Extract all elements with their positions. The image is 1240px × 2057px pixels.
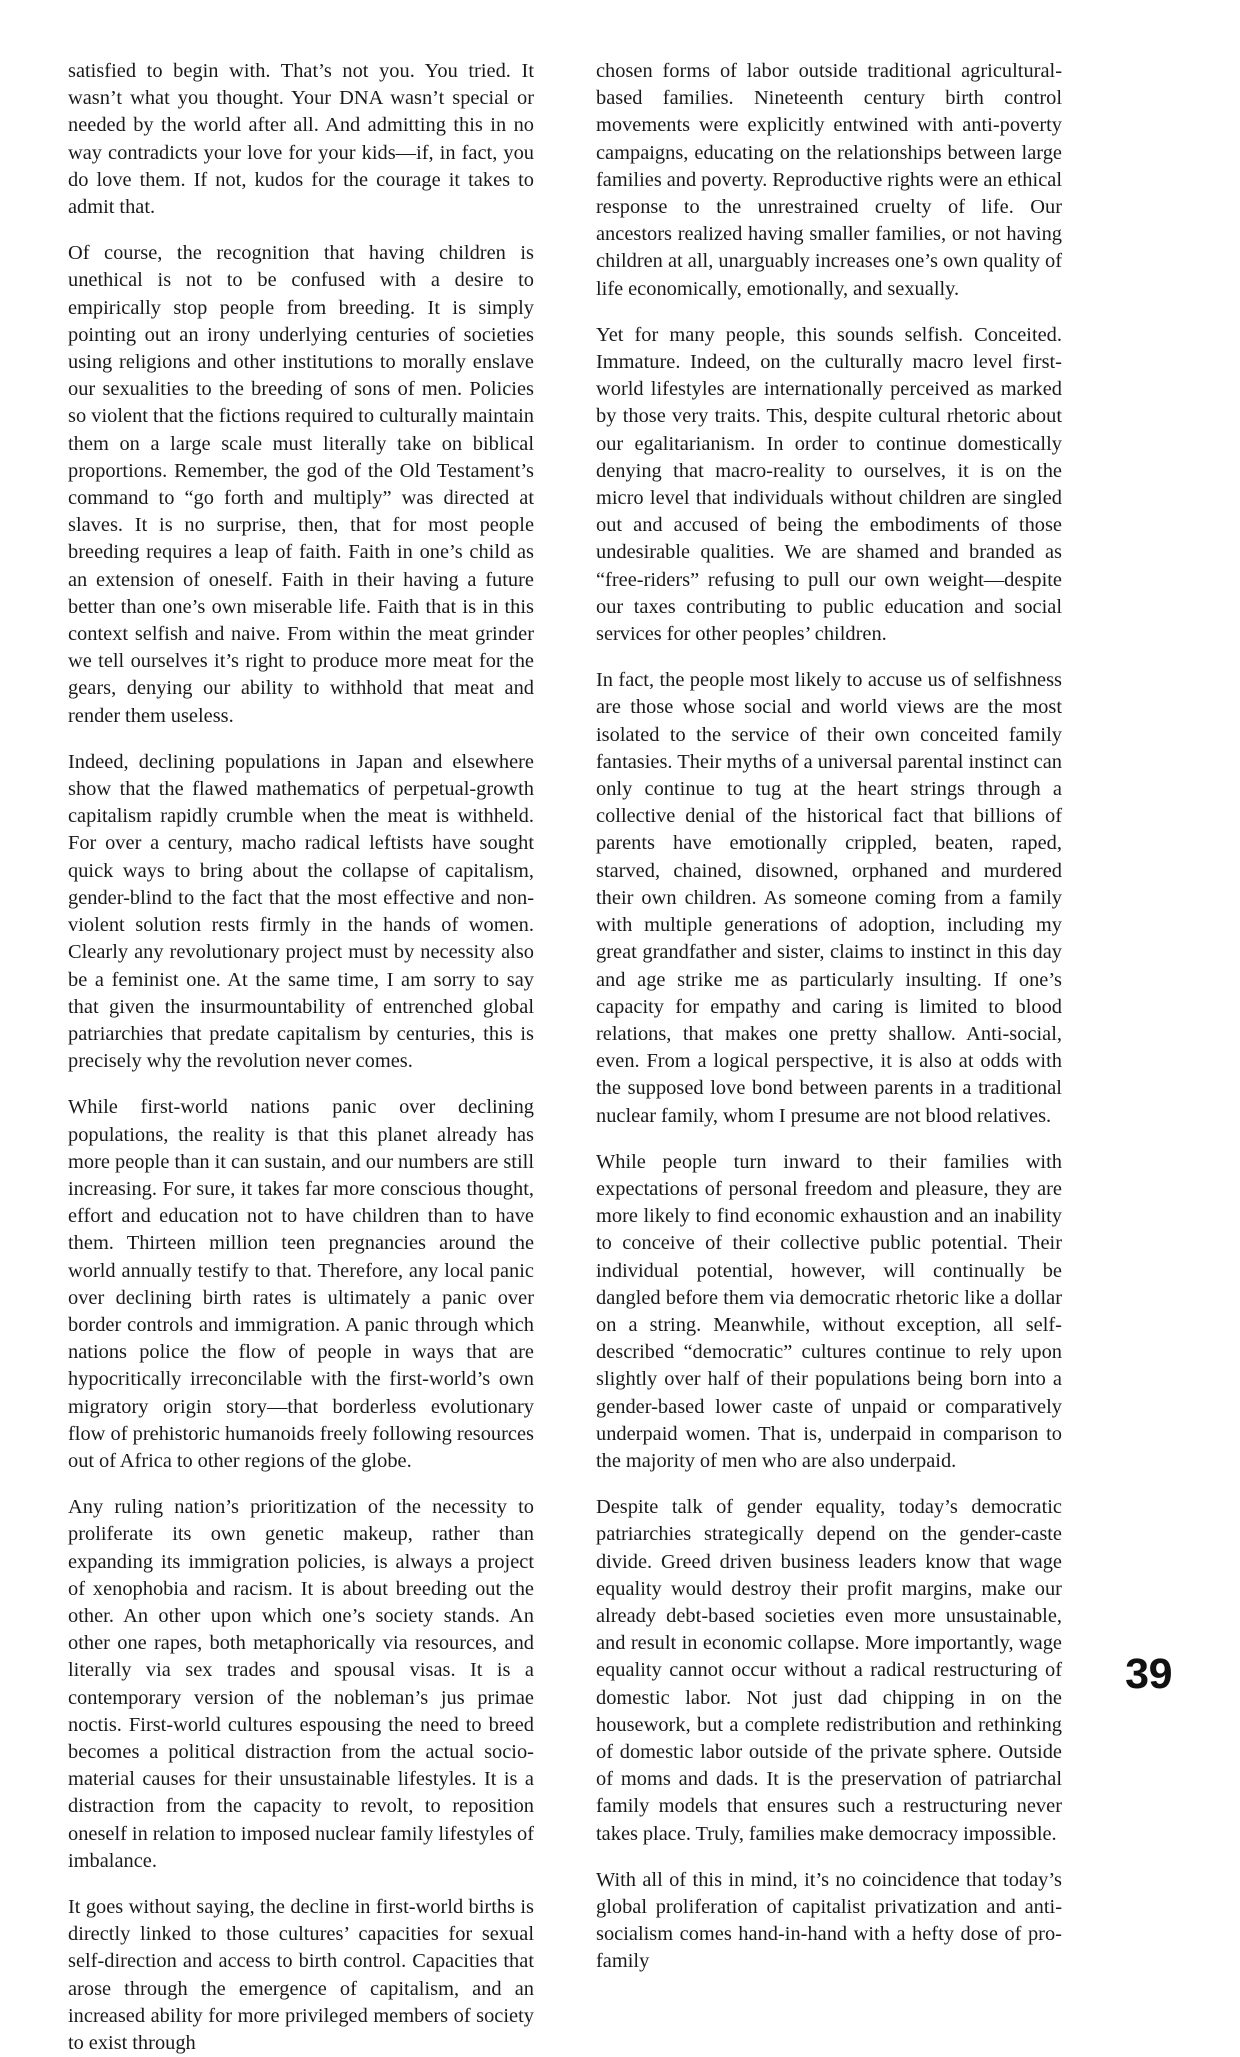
paragraph: While first-world nations panic over declining populations, the reality is that this planet already has more people than it can sustain, and our numbers are still increasing. For sure, it takes far more conscious thought, effort and education not to have children than to have them. Thirteen million teen pregnancies around the world annually testify to that. Therefore, any local panic over declining birth rates is ultimately a panic over border controls and immigration. A panic through which nations police the flow of people in ways that are hypocritically irreconcilable with the first-world’s own migratory origin story—that borderless evolutionary flow of prehistoric humanoids freely following resources out of Africa to other regions of the globe.: [68, 1096, 534, 1472]
paragraph: chosen forms of labor outside traditional agricultural-based families. Nineteenth century birth control movements were explicitly entwined with anti-poverty campaigns, educating on the relationships between large families and poverty. Reproductive rights were an ethical response to the unrestrained cruelty of life. Our ancestors realized having smaller families, or not having children at all, unarguably increases one’s own quality of life economically, emotionally, and sexually.: [596, 60, 1062, 300]
right-text-column: [596, 58, 1062, 1973]
paragraph: With all of this in mind, it’s no coincidence that today’s global proliferation of capitalist privatization and anti-socialism comes hand-in-hand with a hefty dose of pro-family: [596, 1868, 1062, 1973]
paragraph: Indeed, declining populations in Japan and elsewhere show that the flawed mathematics of perpetual-growth capitalism rapidly crumble when the meat is withheld. For over a century, macho radical leftists have sought quick ways to bring about the collapse of capitalism, gender-blind to the fact that the most effective and non-violent solution rests firmly in the hands of women. Clearly any revolutionary project must by necessity also be a feminist one. At the same time, I am sorry to say that given the insurmountability of entrenched global patriarchies that predate capitalism by centuries, this is precisely why the revolution never comes.: [68, 750, 534, 1073]
page-number: 39: [1125, 1650, 1172, 1698]
paragraph: It goes without saying, the decline in first-world births is directly linked to those cultures’ capacities for sexual self-direction and access to birth control. Capacities that arose through the emergence of capitalism, and an increased ability for more privileged members of society to exist through: [68, 1896, 534, 2055]
paragraph: satisfied to begin with. That’s not you. You tried. It wasn’t what you thought. Your DNA wasn’t special or needed by the world after all. And admitting this in no way contradicts your love for your kids—if, in fact, you do love them. If not, kudos for the courage it takes to admit that.: [68, 60, 534, 219]
paragraph: While people turn inward to their families with expectations of personal freedom and pleasure, they are more likely to find economic exhaustion and an inability to conceive of their collective public potential. Their individual potential, however, will continually be dangled before them via democratic rhetoric like a dollar on a string. Meanwhile, without exception, all self-described “democratic” cultures continue to rely upon slightly over half of their populations being born into a gender-based lower caste of unpaid or comparatively underpaid women. That is, underpaid in comparison to the majority of men who are also underpaid.: [596, 1150, 1062, 1472]
paragraph: Yet for many people, this sounds selfish. Conceited. Immature. Indeed, on the culturally macro level first-world lifestyles are internationally perceived as marked by those very traits. This, despite cultural rhetoric about our egalitarianism. In order to continue domestically denying that macro-reality to ourselves, it is on the micro level that individuals without children are singled out and accused of being the embodiments of those undesirable qualities. We are shamed and branded as “free-riders” refusing to pull our own weight—despite our taxes contributing to public education and social services for other peoples’ children.: [596, 323, 1062, 646]
paragraph: Of course, the recognition that having children is unethical is not to be confused with a desire to empirically stop people from breeding. It is simply pointing out an irony underlying centuries of societies using religions and other institutions to morally enslave our sexualities to the breeding of sons of men. Policies so violent that the fictions required to culturally maintain them on a large scale must literally take on biblical proportions. Remember, the god of the Old Testament’s command to “go forth and multiply” was directed at slaves. It is no surprise, then, that for most people breeding requires a leap of faith. Faith in one’s child as an extension of oneself. Faith in their having a future better than one’s own miserable life. Faith that is in this context selfish and naive. From within the meat grinder we tell ourselves it’s right to produce more meat for the gears, denying our ability to withhold that meat and render them useless.: [68, 242, 534, 727]
paragraph: Any ruling nation’s prioritization of the necessity to proliferate its own genetic makeup, rather than expanding its immigration policies, is always a project of xenophobia and racism. It is about breeding out the other. An other upon which one’s society stands. An other one rapes, both metaphorically via resources, and literally via sex trades and spousal visas. It is a contemporary version of the nobleman’s jus primae noctis. First-world cultures espousing the need to breed becomes a political distraction from the actual socio-material causes for their unsustainable lifestyles. It is a distraction from the capacity to revolt, to reposition oneself in relation to imposed nuclear family lifestyles of imbalance.: [68, 1496, 534, 1872]
paragraph: Despite talk of gender equality, today’s democratic patriarchies strategically depend on the gender-caste divide. Greed driven business leaders know that wage equality would destroy their profit margins, make our already debt-based societies even more unsustainable, and result in economic collapse. More importantly, wage equality cannot occur without a radical restructuring of domestic labor. Not just dad chipping in on the housework, but a complete redistribution and rethinking of domestic labor outside of the private sphere. Outside of moms and dads. It is the preservation of patriarchal family models that ensures such a restructuring never takes place. Truly, families make democracy impossible.: [596, 1496, 1062, 1845]
left-text-column: [68, 58, 534, 2055]
paragraph: In fact, the people most likely to accuse us of selfishness are those whose social and world views are the most isolated to the service of their own conceited family fantasies. Their myths of a universal parental instinct can only continue to tug at the heart strings through a collective denial of the historical fact that billions of parents have emotionally crippled, beaten, raped, starved, chained, disowned, orphaned and murdered their own children. As someone coming from a family with multiple generations of adoption, including my great grandfather and sister, claims to instinct in this day and age strike me as particularly insulting. If one’s capacity for empathy and caring is limited to blood relations, that makes one pretty shallow. Anti-social, even. From a logical perspective, it is also at odds with the supposed love bond between parents in a traditional nuclear family, whom I presume are not blood relatives.: [596, 669, 1062, 1127]
